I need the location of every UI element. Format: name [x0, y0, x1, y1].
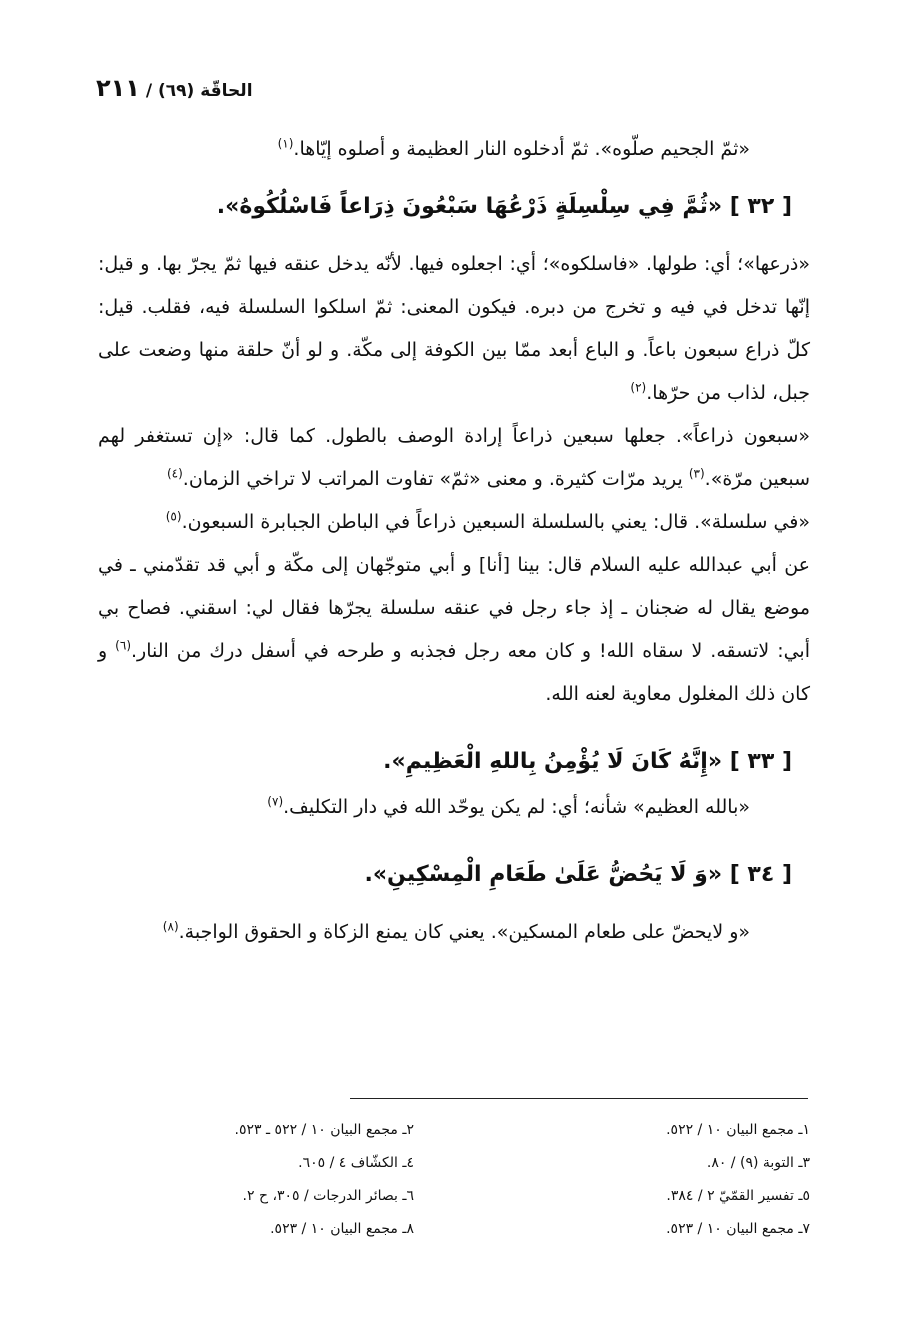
paragraph-1-text: «ثمّ الجحيم صلّوه». ثمّ أدخلوه النار العظيمة و أصلوه إيّاها. — [293, 138, 750, 160]
paragraph-5-tail: و كان ذلك المغلول معاوية لعنه الله. — [98, 640, 810, 705]
footnote-ref-3: (٣) — [688, 466, 705, 481]
paragraph-5-text: عن أبي عبدالله عليه السلام قال: بينا [أنا] و أبي متوجّهان إلى مكّة و أبي قد تقدّمني ـ في موضع يقال له ضجنان ـ إذ جاء رجل في عنقه سلسلة يجرّها فقال لي: اسقني. فصاح بي أبي: لاتسقه. لا سقاه الله! و كان معه رجل فجذبه و طرحه في أسفل درك من النار. — [98, 554, 810, 662]
verse-32: [ ٣٢ ] «ثُمَّ فِي سِلْسِلَةٍ ذَرْعُهَا سَبْعُونَ ذِرَاعاً فَاسْلُكُوهُ». — [216, 194, 792, 219]
footnote-5: ٥ـ تفسير القمّيّ ٢ / ٣٨٤. — [666, 1188, 810, 1204]
footnote-ref-2: (٢) — [630, 380, 647, 395]
verse-34: [ ٣٤ ] «وَ لَا يَحُضُّ عَلَىٰ طَعَامِ الْمِسْكِينِ». — [364, 862, 792, 887]
footnote-ref-4: (٤) — [166, 466, 183, 481]
paragraph-2-text: «ذرعها»؛ أي: طولها. «فاسلكوه»؛ أي: اجعلوه فيها. لأنّه يدخل عنقه فيها ثمّ يجرّ بها. و قيل: إنّها تدخل في فيه و تخرج من دبره. فيكون المعنى: ثمّ اسلكوا السلسلة فيه، فقلب. قيل: كلّ ذراع سبعون باعاً. و الباع أبعد ممّا بين الكوفة إلى مكّة. و لو أنّ حلقة منها وضعت على جبل، لذاب من حرّها. — [98, 253, 810, 404]
paragraph-6 — [98, 786, 810, 829]
paragraph-3b-text: يريد مرّات كثيرة. و معنى «ثمّ» تفاوت المراتب لا تراخي الزمان. — [182, 468, 689, 490]
paragraph-4-text: «في سلسلة». قال: يعني بالسلسلة السبعين ذراعاً في الباطن الجبابرة السبعون. — [181, 511, 810, 533]
paragraph-3a-text: «سبعون ذراعاً». جعلها سبعين ذراعاً إرادة الوصف بالطول. كما قال: «إن تستغفر لهم سبعين مرّة». — [98, 425, 810, 490]
footnote-2: ٢ـ مجمع البيان ١٠ / ٥٢٢ ـ ٥٢٣. — [234, 1122, 414, 1138]
footnote-4: ٤ـ الكشّاف ٤ / ٦٠٥. — [298, 1155, 414, 1171]
footnote-ref-7: (٧) — [267, 794, 284, 809]
footnotes — [98, 1118, 810, 1241]
footnote-ref-8: (٨) — [162, 919, 179, 934]
footnote-6: ٦ـ بصائر الدرجات / ٣٠٥، ح ٢. — [242, 1188, 414, 1204]
paragraph-4 — [98, 501, 810, 544]
running-header — [96, 74, 253, 102]
footnote-divider — [350, 1098, 808, 1099]
paragraph-7-text: «و لايحضّ على طعام المسكين». يعني كان يمنع الزكاة و الحقوق الواجبة. — [178, 921, 750, 943]
verse-33: [ ٣٣ ] «إِنَّهُ كَانَ لَا يُؤْمِنُ بِاللهِ الْعَظِيمِ». — [383, 749, 792, 774]
paragraph-6-text: «بالله العظيم» شأنه؛ أي: لم يكن يوحّد الله في دار التكليف. — [283, 796, 750, 818]
paragraph-3 — [98, 415, 810, 501]
paragraph-1 — [98, 128, 810, 171]
paragraph-7 — [98, 911, 810, 954]
footnote-8: ٨ـ مجمع البيان ١٠ / ٥٢٣. — [270, 1221, 414, 1237]
main-text — [98, 128, 810, 954]
footnote-7: ٧ـ مجمع البيان ١٠ / ٥٢٣. — [666, 1221, 810, 1237]
paragraph-2 — [98, 243, 810, 415]
footnote-3: ٣ـ التوبة (٩) / ٨٠. — [706, 1155, 810, 1171]
footnote-1: ١ـ مجمع البيان ١٠ / ٥٢٢. — [666, 1122, 810, 1138]
page-number: ٢١١ — [96, 74, 140, 102]
header-surah: الحاقّة (٦٩) / — [145, 81, 253, 101]
footnote-ref-5: (٥) — [165, 509, 182, 524]
paragraph-5 — [98, 544, 810, 716]
footnote-ref-1: (١) — [277, 136, 294, 151]
footnote-ref-6: (٦) — [115, 638, 131, 653]
